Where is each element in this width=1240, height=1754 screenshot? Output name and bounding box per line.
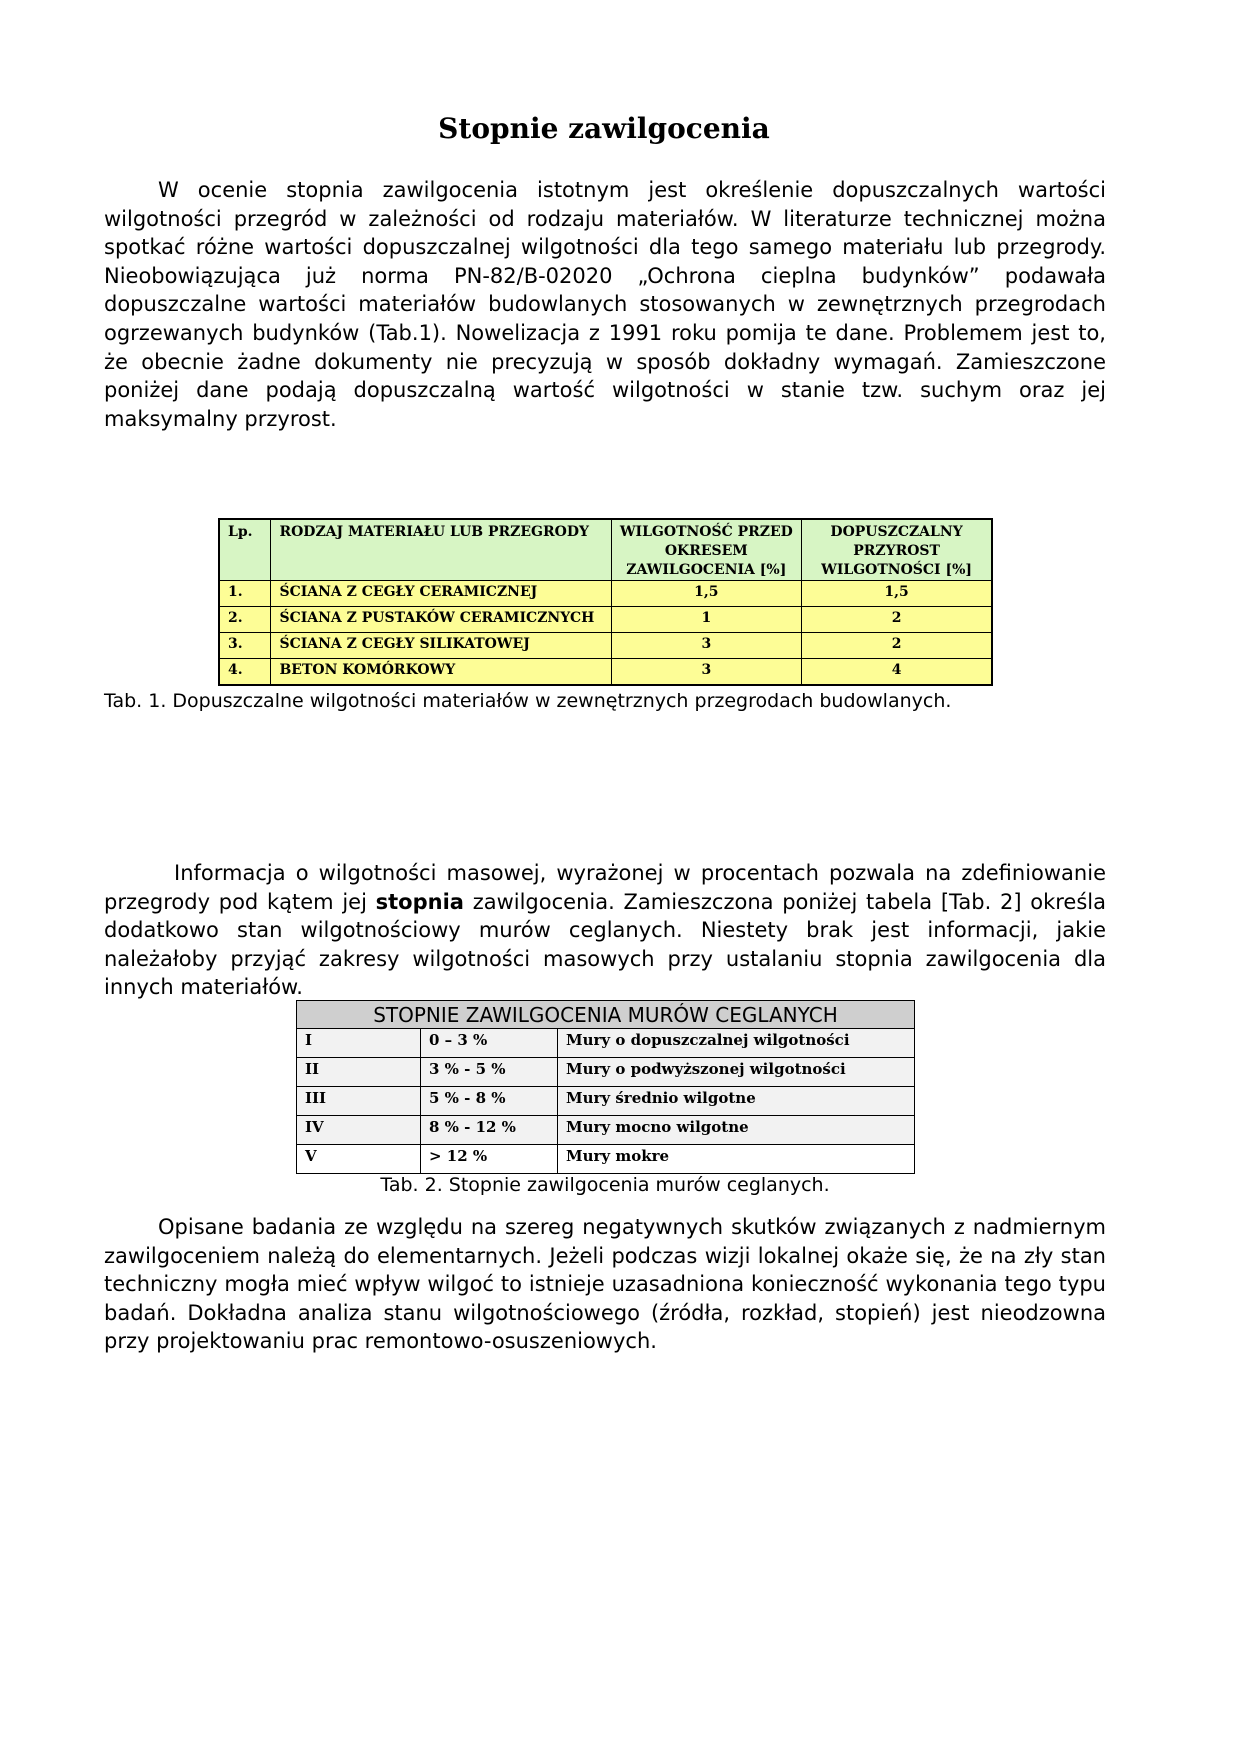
cell-description: Mury mokre [558, 1145, 915, 1174]
header-lp: Lp. [219, 519, 271, 581]
header-przyrost: DOPUSZCZALNY PRZYROST WILGOTNOŚCI [%] [802, 519, 992, 581]
cell-lp: 3. [219, 633, 271, 659]
header-material: RODZAJ MATERIAŁU LUB PRZEGRODY [271, 519, 611, 581]
page-title: Stopnie zawilgocenia [438, 112, 770, 145]
cell-description: Mury o podwyższonej wilgotności [558, 1058, 915, 1087]
cell-wilgotnosc: 3 [611, 633, 802, 659]
moisture-degrees-table [296, 1000, 915, 1174]
cell-przyrost: 2 [802, 633, 992, 659]
info-paragraph-bold: stopnia [375, 889, 464, 914]
cell-degree: II [297, 1058, 421, 1087]
cell-degree: V [297, 1145, 421, 1174]
table-row [297, 1029, 915, 1058]
cell-wilgotnosc: 1 [611, 607, 802, 633]
cell-description: Mury o dopuszczalnej wilgotności [558, 1029, 915, 1058]
table-row [219, 581, 992, 607]
intro-paragraph: W ocenie stopnia zawilgocenia istotnym jest określenie dopuszczalnych wartości wilgotności przegród w zależności od rodzaju materiałów. W literaturze technicznej można spotkać różne wartości dopuszczalnej wilgotności dla tego samego materiału lub przegrody. Nieobowiązująca już norma PN-82/B-02020 „Ochrona cieplna budynków” podawała dopuszczalne wartości materiałów budowlanych stosowanych w zewnętrznych przegrodach ogrzewanych budynków (Tab.1). Nowelizacja z 1991 roku pomija te dane. Problemem jest to, że obecnie żadne dokumenty nie precyzują w sposób dokładny wymagań. Zamieszczone poniżej dane podają dopuszczalną wartość wilgotności w stanie tzw. suchym oraz jej maksymalny przyrost. [104, 178, 1106, 431]
info-paragraph [104, 859, 1106, 1002]
table-header-row [297, 1001, 915, 1029]
cell-przyrost: 2 [802, 607, 992, 633]
table-row [219, 659, 992, 686]
cell-material: ŚCIANA Z PUSTAKÓW CERAMICZNYCH [271, 607, 611, 633]
degrees-table-header: STOPNIE ZAWILGOCENIA MURÓW CEGLANYCH [297, 1001, 915, 1029]
cell-lp: 4. [219, 659, 271, 686]
cell-range: 3 % - 5 % [421, 1058, 558, 1087]
table-row [219, 607, 992, 633]
header-wilgotnosc: WILGOTNOŚĆ PRZED OKRESEM ZAWILGOCENIA [%] [611, 519, 802, 581]
cell-degree: I [297, 1029, 421, 1058]
table-row [297, 1145, 915, 1174]
cell-range: 5 % - 8 % [421, 1087, 558, 1116]
table2-caption: Tab. 2. Stopnie zawilgocenia murów ceglanych. [380, 1174, 830, 1196]
cell-range: 8 % - 12 % [421, 1116, 558, 1145]
moisture-limits-table [218, 518, 993, 686]
cell-material: ŚCIANA Z CEGŁY CERAMICZNEJ [271, 581, 611, 607]
table-row [219, 633, 992, 659]
cell-description: Mury średnio wilgotne [558, 1087, 915, 1116]
table-row [297, 1058, 915, 1087]
cell-range: > 12 % [421, 1145, 558, 1174]
table1-caption: Tab. 1. Dopuszczalne wilgotności materiałów w zewnętrznych przegrodach budowlanych. [104, 690, 952, 712]
cell-material: BETON KOMÓRKOWY [271, 659, 611, 686]
cell-lp: 1. [219, 581, 271, 607]
table-header-row [219, 519, 992, 581]
cell-wilgotnosc: 3 [611, 659, 802, 686]
cell-wilgotnosc: 1,5 [611, 581, 802, 607]
cell-przyrost: 1,5 [802, 581, 992, 607]
table-row [297, 1116, 915, 1145]
cell-degree: III [297, 1087, 421, 1116]
cell-lp: 2. [219, 607, 271, 633]
cell-degree: IV [297, 1116, 421, 1145]
info-paragraph-start: Informacja o wilgotności masowej, wyrażonej w procentach pozwala na zdefiniowanie przegrody pod kątem jej [104, 861, 1106, 914]
cell-material: ŚCIANA Z CEGŁY SILIKATOWEJ [271, 633, 611, 659]
table-row [297, 1087, 915, 1116]
cell-range: 0 – 3 % [421, 1029, 558, 1058]
cell-description: Mury mocno wilgotne [558, 1116, 915, 1145]
conclusion-paragraph: Opisane badania ze względu na szereg negatywnych skutków związanych z nadmiernym zawilgoceniem należą do elementarnych. Jeżeli podczas wizji lokalnej okaże się, że na zły stan techniczny mogła mieć wpływ wilgoć to istnieje uzasadniona konieczność wykonania tego typu badań. Dokładna analiza stanu wilgotnościowego (źródła, rozkład, stopień) jest nieodzowna przy projektowaniu prac remontowo-osuszeniowych. [104, 1215, 1106, 1354]
cell-przyrost: 4 [802, 659, 992, 686]
info-paragraph-end: zawilgocenia. Zamieszczona poniżej tabela [Tab. 2] określa dodatkowo stan wilgotnościowy murów ceglanych. Niestety brak jest informacji, jakie należałoby przyjąć zakresy wilgotności masowych przy ustalaniu stopnia zawilgocenia dla innych materiałów. [104, 889, 1106, 1000]
